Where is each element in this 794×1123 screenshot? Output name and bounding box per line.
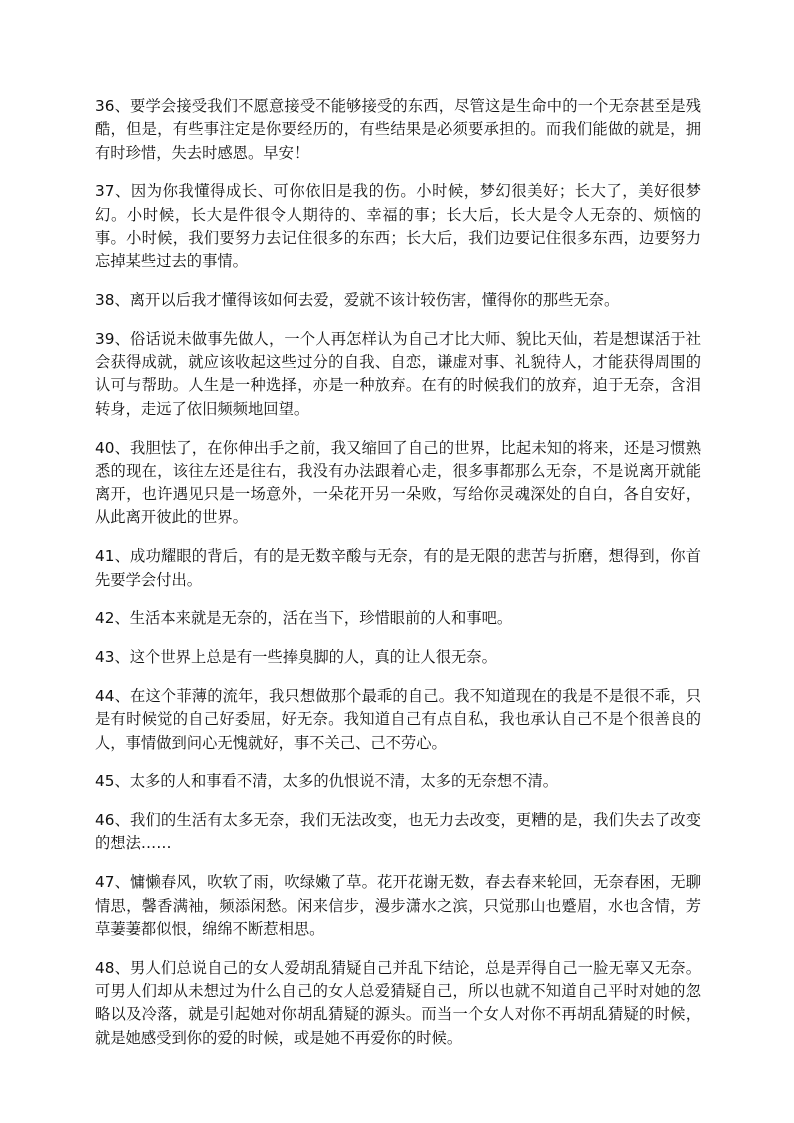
paragraph-47: 47、慵懒春风，吹软了雨，吹绿嫩了草。花开花谢无数，春去春来轮回，无奈春困，无聊情思，馨香满袖，频添闲愁。闲来信步，漫步潇水之滨，只觉那山也蹙眉，水也含情，芳草萋萋都似恨，绵绵不断惹相思。 [95, 873, 701, 938]
paragraph-40: 40、我胆怯了，在你伸出手之前，我又缩回了自己的世界，比起未知的将来，还是习惯熟悉的现在，该往左还是往右，我没有办法跟着心走，很多事都那么无奈，不是说离开就能离开，也许遇见只是一场意外，一朵花开另一朵败，写给你灵魂深处的自白，各自安好，从此离开彼此的世界。 [95, 438, 701, 527]
paragraph-45: 45、太多的人和事看不清，太多的仇恨说不清，太多的无奈想不清。 [95, 772, 559, 791]
paragraph-41: 41、成功耀眼的背后，有的是无数辛酸与无奈，有的是无限的悲苦与折磨，想得到，你首先要学会付出。 [95, 547, 701, 589]
paragraph-37: 37、因为你我懂得成长、可你依旧是我的伤。小时候，梦幻很美好；长大了，美好很梦幻。小时候，长大是件很令人期待的、幸福的事；长大后，长大是令人无奈的、烦恼的事。小时候，我们要努力去记住很多的东西；长大后，我们边要记住很多东西，边要努力忘掉某些过去的事情。 [95, 182, 701, 271]
paragraph-36: 36、要学会接受我们不愿意接受不能够接受的东西，尽管这是生命中的一个无奈甚至是残酷，但是，有些事注定是你要经历的，有些结果是必须要承担的。而我们能做的就是，拥有时珍惜，失去时感恩。早安！ [95, 97, 701, 162]
paragraph-48: 48、男人们总说自己的女人爱胡乱猜疑自己并乱下结论，总是弄得自己一脸无辜又无奈。可男人们却从未想过为什么自己的女人总爱猜疑自己，所以也就不知道自己平时对她的忽略以及冷落，就是引起她对你胡乱猜疑的源头。而当一个女人对你不再胡乱猜疑的时候，就是她感受到你的爱的时候，或是她不再爱你的时候。 [95, 958, 701, 1047]
paragraph-42: 42、生活本来就是无奈的，活在当下，珍惜眼前的人和事吧。 [95, 609, 513, 628]
paragraph-46: 46、我们的生活有太多无奈，我们无法改变，也无力去改变，更糟的是，我们失去了改变的想法…… [95, 811, 701, 853]
paragraph-43: 43、这个世界上总是有一些捧臭脚的人，真的让人很无奈。 [95, 648, 497, 667]
paragraph-38: 38、离开以后我才懂得该如何去爱，爱就不该计较伤害，懂得你的那些无奈。 [95, 291, 620, 310]
document-page [95, 95, 701, 1065]
paragraph-44: 44、在这个菲薄的流年，我只想做那个最乖的自己。我不知道现在的我是不是很不乖，只是有时候觉的自己好委屈，好无奈。我知道自己有点自私，我也承认自己不是个很善良的人，事情做到问心无愧就好，事不关己、己不劳心。 [95, 686, 701, 752]
paragraph-39: 39、俗话说未做事先做人，一个人再怎样认为自己才比大师、貌比天仙，若是想谋活于社会获得成就，就应该收起这些过分的自我、自恋，谦虚对事、礼貌待人，才能获得周围的认可与帮助。人生是一种选择，亦是一种放弃。在有的时候我们的放弃，迫于无奈，含泪转身，走远了依旧频频地回望。 [95, 329, 701, 418]
